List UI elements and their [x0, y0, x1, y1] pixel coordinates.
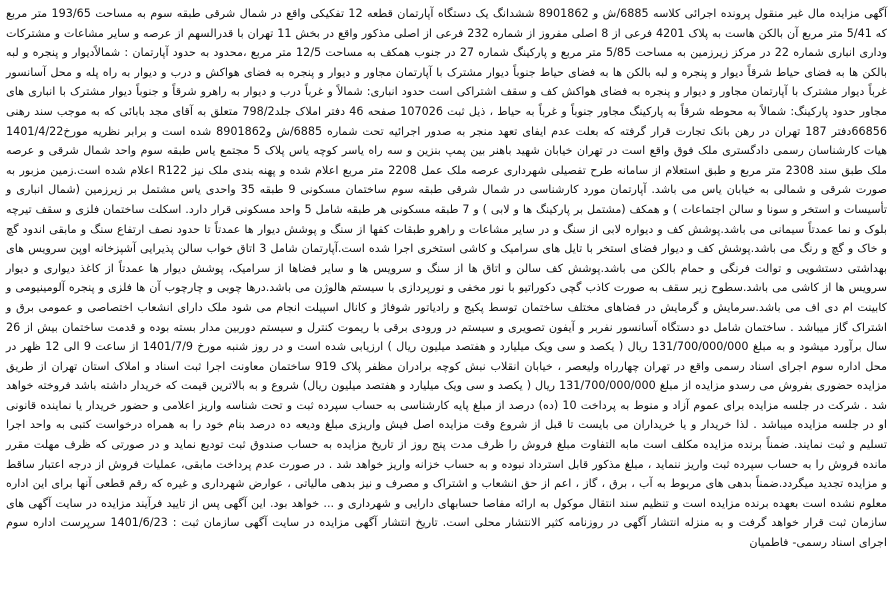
notice-body-text: آگهی مزایده مال غیر منقول پرونده اجرائی کلاسه 6885/ش و 8901862 ششدانگ یک دستگاه آپارتمان قطعه 12 تفکیکی واقع در شمال شرقی طبقه سوم به مساحت 193/65 متر مربع که 5/41 متر مربع آن بالکن هاست به پلاک 4201 فرعی از 8 اصلی مفروز از شماره 232 فرعی از اصلی مذکور واقع در بخش 11 تهران با قدرالسهم از عرصه و سایر مشاعات و مشترکات وداری انباری شماره 22 در مرکز زیرزمین به مساحت 5/85 متر مربع و پارکینگ شماره 27 در جنوب همکف به مساحت 12/5 متر مربع ،محدود به حدود آپارتمان : شمالاًدیوار و پنجره و لبه بالکن ها به فضای حیاط شرقاً دیوار و پنجره و لبه بالکن ها به فضای حیاط جنوباً دیوار مشترک با آپارتمان مجاور و دیوار و پنجره به فضای هواکش و درب و دیوار به راه پله و محل آسانسور غرباً دیوار مشترک با آپارتمان مجاور و دیوار و پنجره به فضای هواکش کف و سقف اشتراکی است حدود انباری: شمالاً و غرباً درب و دیوار به راهرو شرقاً و جنوباً دیوار مشترک با انباری های مجاور حدود پارکینگ: شمالاً به محوطه شرقاً به پارکینگ مجاور جنوباً و غرباً به حیاط ، ذیل ثبت 107026 صفحه 46 دفتر املاک جلد798/2 متعلق به آقای مجد بابائی که به موجب سند رهنی 66856دفتر 187 تهران در رهن بانک تجارت قرار گرفته که بعلت عدم ایفای تعهد منجر به صدور اجرائیه تحت شماره 6885/ش و8901862 شده است و برابر نظریه مورخ1401/4/22 هیات کارشناسان رسمی دادگستری ملک فوق واقع است در تهران خیابان شهید باهنر بین پمپ بنزین و سه راه یاسر کوچه یاس پلاک 5 مجتمع یاس طبقه سوم واحد شمال شرقی و عرصه ملک طبق سند 2308 متر مربع و طبق استعلام از سامانه طرح تفصیلی شهرداری عرصه ملک عمل 2208 متر مربع اعلام شده و پهنه بندی ملک نیز R122 اعلام شده است.زمین مزبور به صورت شرقی و شمالی به خیابان یاس می باشد. آپارتمان مورد کارشناسی در شمال شرقی طبقه سوم ساختمان مسکونی 9 طبقه 35 واحدی یاس مشتمل بر زیرزمین (شمال انباری و تأسیسات و استخر و سونا و سالن اجتماعات ) و همکف (مشتمل بر پارکینگ ها و لابی ) و 7 طبقه مسکونی هر طبقه شامل 5 واحد مسکونی قرار دارد. اسکلت ساختمان فلزی و سقف تیرچه بلوک و نما عمدتاً سیمانی می باشد.پوشش کف و دیواره لابی از سنگ و در سایر مشاعات و راهرو طبقات کفها از سنگ و پوشش دیوار ها عمدتاً تا حدود نصف ارتفاع سنگ و مابقی اندود گچ و خاک و گچ و رنگ می باشد.پوشش کف و دیوار فضای استخر با تایل های سرامیک و کاشی استخری اجرا شده است.آپارتمان شامل 3 اتاق خواب سالن پذیرایی آشپزخانه اوپن سرویس های بهداشتی دستشویی و توالت فرنگی و حمام بالکن می باشد.پوشش کف سالن و اتاق ها از سنگ و سرویس ها و سایر فضاها از سرامیک، پوشش دیوار ها عمدتاً از کاغذ دیواری و دیوار سرویس ها از کاشی می باشد.سطوح زیر سقف به صورت کاذب گچی دکوراتیو با نور مخفی و نورپردازی با سیستم هالوژن می باشد.درها چوبی و چارچوب آن ها فلزی و پنجره آلومینیومی و کابینت ام دی اف می باشد.سرمایش و گرمایش در فضاهای مختلف ساختمان توسط پکیج و رادیاتور شوفاژ و کانال اسپیلت انجام می شود ملک دارای انشعاب اختصاصی و عمومی برق و اشتراک گاز میباشد . ساختمان شامل دو دستگاه آسانسور نفربر و آیفون تصویری و سیستم در ورودی برقی با ریموت کنترل و سیستم دوربین مدار بسته بوده و قدمت ساختمان بیش از 26 سال برآورد میشود و به مبلغ 131/700/000/000 ریال ( یکصد و سی ویک میلیارد و هفتصد میلیون ریال ) ارزیابی شده است و در روز شنبه مورخ 1401/7/9 از ساعت 9 الی 12 ظهر در محل اداره سوم اجرای اسناد رسمی واقع در تهران چهارراه ولیعصر ، خیابان انقلاب نبش کوچه برادران مظفر پلاک 919 ساختمان معاونت اجرا ثبت اسناد و املاک استان تهران از طریق مزایده حضوری بفروش می رسدو مزایده از مبلغ 131/700/000/000 ریال ( یکصد و سی ویک میلیارد و هفتصد میلیون ریال) شروع و به بالاترین قیمت که خریدار داشته باشد فروخته خواهد شد . شرکت در جلسه مزایده برای عموم آزاد و منوط به پرداخت 10 (ده) درصد از مبلغ پایه کارشناسی به حساب سپرده ثبت و تحت شناسه واریز اعلامی و حضور خریدار یا نماینده قانونی او در جلسه مزایده میباشد . لذا خریدار و یا خریداران می بایست تا قبل از شروع وقت مزایده اصل فیش واریزی مبلغ ودیعه ده درصد بنام خود را به همراه درخواست کتبی به واحد اجرا تسلیم و ثبت نمایند. ضمناً برنده مزایده مکلف است مابه التفاوت مبلغ فروش را ظرف مدت پنج روز از تاریخ مزایده به حساب صندوق ثبت تودیع نماید و در صورتی که ظرف مهلت مقرر مانده فروش را به حساب سپرده ثبت واریز ننماید ، مبلغ مذکور قابل استرداد نبوده و به حساب خزانه واریز خواهد شد . در صورت عدم پرداخت مابقی، عملیات فروش از درجه اعتبار ساقط و مزایده تجدید میگردد.ضمناً بدهی های مربوط به آب ، برق ، گاز ، اعم از حق انشعاب و اشتراک و مصرف و نیز بدهی مالیاتی ، عوارض شهرداری و غیره که رقم قطعی آنها برای این اداره معلوم نشده است بعهده برنده مزایده است و تنظیم سند انتقال موکول به ارائه مفاصا حسابهای دارایی و شهرداری و ... خواهد بود. این آگهی پس از تایید فرآیند مزایده در سایت آگهی های سازمان ثبت قرار خواهد گرفت و به منزله انتشار آگهی در روزنامه کثیر الانتشار محلی است. تاریخ انتشار آگهی مزایده در سایت آگهی سازمان ثبت : 1401/6/23 سرپرست اداره سوم اجرای اسناد رسمی- فاطمیان [6, 7, 888, 550]
